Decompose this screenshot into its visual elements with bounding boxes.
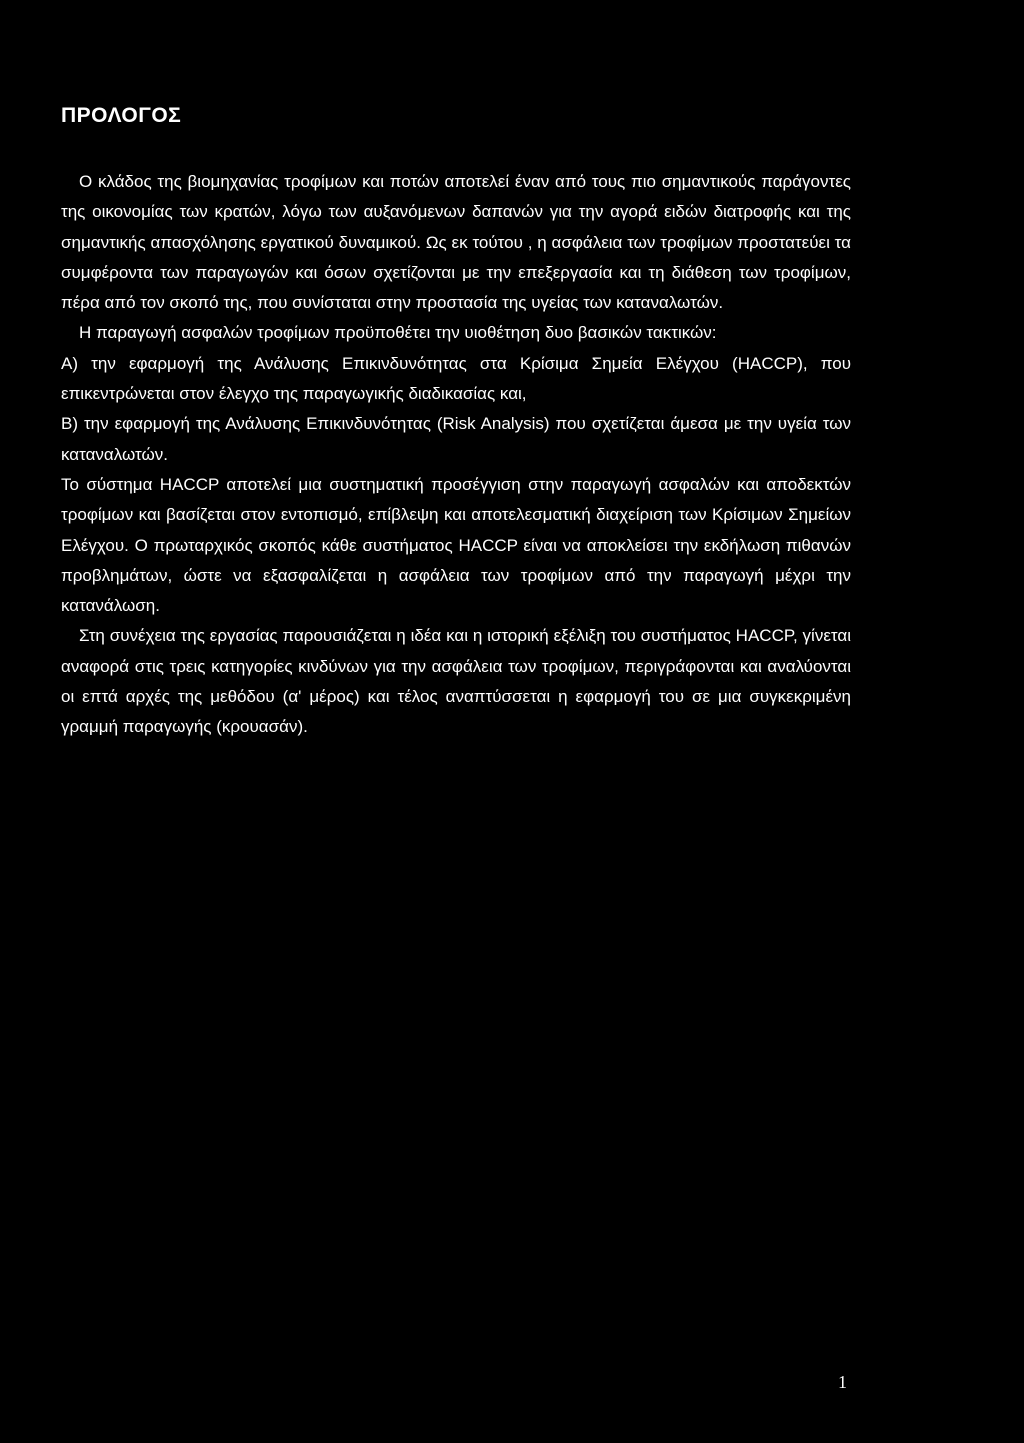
paragraph-haccp: Το σύστημα HACCP αποτελεί μια συστηματική προσέγγιση στην παραγωγή ασφαλών και αποδεκτών τροφίμων και βασίζεται στον εντοπισμό, επίβλεψη και αποτελεσματική διαχείριση των Κρίσιμων Σημείων Ελέγχου. Ο πρωταρχικός σκοπός κάθε συστήματος HACCP είναι να αποκλείσει την εκδήλωση πιθανών προβλημάτων, ώστε να εξασφαλίζεται η ασφάλεια των τροφίμων από την παραγωγή μέχρι την κατανάλωση.	[61, 474, 851, 616]
page-number: 1	[838, 1372, 847, 1392]
paragraph-intro: Ο κλάδος της βιομηχανίας τροφίμων και ποτών αποτελεί έναν από τους πιο σημαντικούς παράγοντες της οικονομίας των κρατών, λόγω των αυξανόμενων δαπανών για την αγορά ειδών διατροφής και της σημαντικής απασχόλησης εργατικού δυναμικού. Ως εκ τούτου , η ασφάλεια των τροφίμων προστατεύει τα συμφέροντα των παραγωγών και όσων σχετίζονται με την επεξεργασία και τη διάθεση των τροφίμων, πέρα από τον σκοπό της, που συνίσταται στην προστασία της υγείας των καταναλωτών.	[61, 172, 851, 313]
paragraph-tactics: Η παραγωγή ασφαλών τροφίμων προϋποθέτει την υιοθέτηση δυο βασικών τακτικών:	[79, 323, 717, 343]
document-body	[61, 167, 851, 743]
paragraph-outline: Στη συνέχεια της εργασίας παρουσιάζεται η ιδέα και η ιστορική εξέλιξη του συστήματος HACCP, γίνεται αναφορά στις τρεις κατηγορίες κινδύνων για την ασφάλεια των τροφίμων, περιγράφονται και αναλύονται οι επτά αρχές της μεθόδου (α' μέρος) και τέλος αναπτύσσεται η εφαρμογή του σε μια συγκεκριμένη γραμμή παραγωγής (κρουασάν).	[61, 626, 851, 737]
page-title: ΠΡΟΛΟΓΟΣ	[61, 104, 182, 127]
paragraph-tactic-b: Β) την εφαρμογή της Ανάλυσης Επικινδυνότητας (Risk Analysis) που σχετίζεται άμεσα με την υγεία των καταναλωτών.	[61, 414, 851, 464]
paragraph-tactic-a: Α) την εφαρμογή της Ανάλυσης Επικινδυνότητας στα Κρίσιμα Σημεία Ελέγχου (HACCP), που επικεντρώνεται στον έλεγχο της παραγωγικής διαδικασίας και,	[61, 353, 851, 404]
